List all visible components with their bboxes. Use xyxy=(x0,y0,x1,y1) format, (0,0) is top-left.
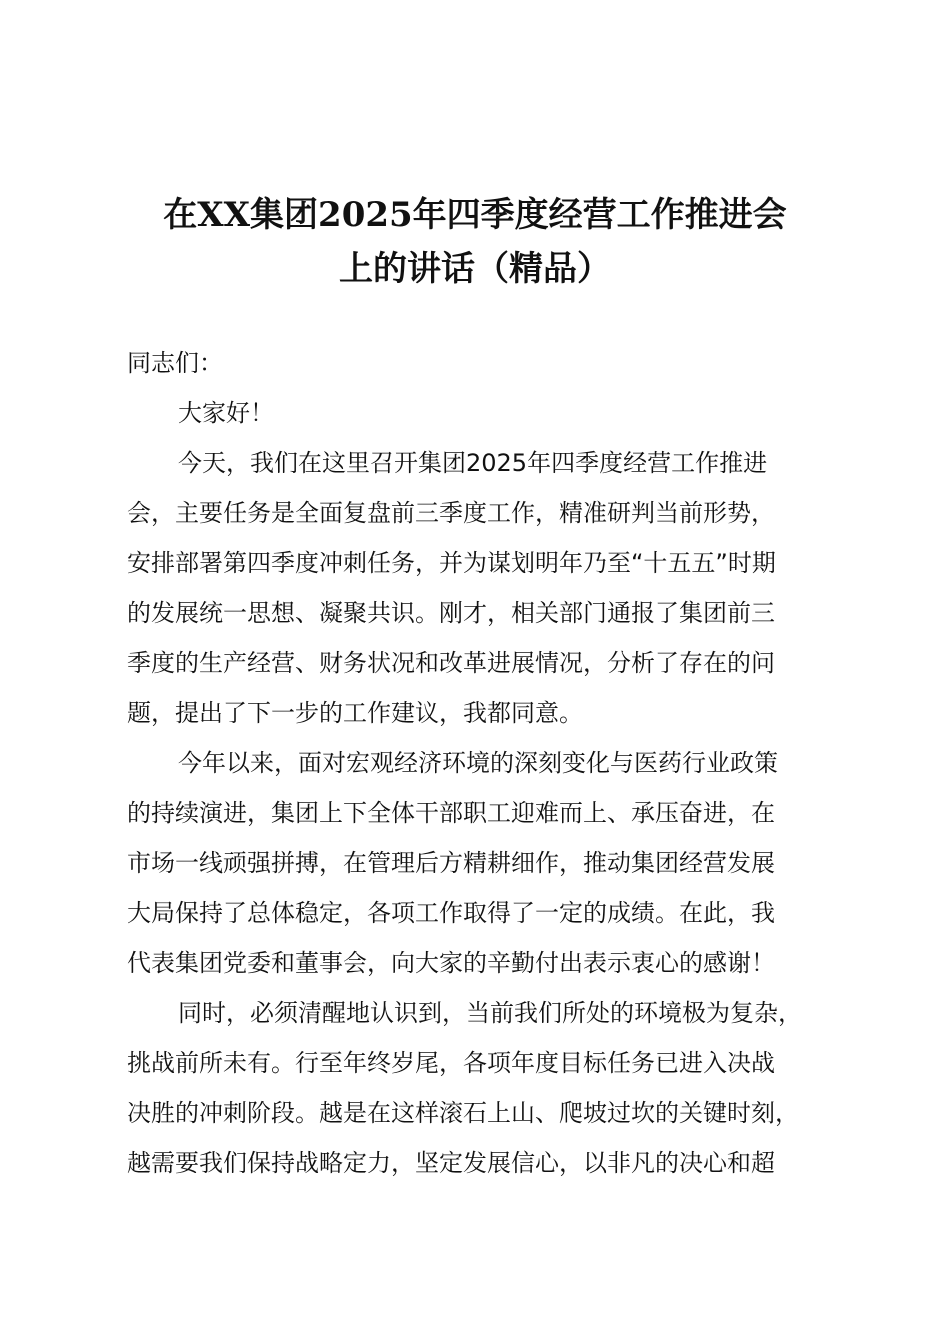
paragraph-line: 今天，我们在这里召开集团2025年四季度经营工作推进 xyxy=(178,449,768,477)
paragraph-line: 同时，必须清醒地认识到，当前我们所处的环境极为复杂， xyxy=(178,999,802,1027)
paragraph-greeting xyxy=(127,388,851,438)
paragraph-line: 大局保持了总体稳定，各项工作取得了一定的成绩。在此，我 xyxy=(127,899,775,927)
paragraph-line: 决胜的冲刺阶段。越是在这样滚石上山、爬坡过坎的关键时刻， xyxy=(127,1099,799,1127)
paragraph-line: 挑战前所未有。行至年终岁尾，各项年度目标任务已进入决战 xyxy=(127,1049,775,1077)
paragraph-line: 今年以来，面对宏观经济环境的深刻变化与医药行业政策 xyxy=(178,749,778,777)
paragraph-line: 市场一线顽强拼搏，在管理后方精耕细作，推动集团经营发展 xyxy=(127,849,775,877)
paragraph-meeting-purpose xyxy=(127,438,851,738)
paragraph-challenges xyxy=(127,988,851,1188)
title-line-1: 在XX集团2025年四季度经营工作推进会 xyxy=(163,195,787,235)
paragraph-line: 代表集团党委和董事会，向大家的辛勤付出表示衷心的感谢！ xyxy=(127,949,775,977)
salutation: 同志们： xyxy=(127,349,223,377)
paragraph-line: 季度的生产经营、财务状况和改革进展情况，分析了存在的问 xyxy=(127,649,775,677)
paragraph-line: 安排部署第四季度冲刺任务，并为谋划明年乃至“十五五”时期 xyxy=(127,549,776,577)
paragraph-line: 题，提出了下一步的工作建议，我都同意。 xyxy=(127,699,583,727)
document-title xyxy=(100,188,850,296)
paragraph-line: 会，主要任务是全面复盘前三季度工作，精准研判当前形势， xyxy=(127,499,775,527)
paragraph-line: 的发展统一思想、凝聚共识。刚才，相关部门通报了集团前三 xyxy=(127,599,775,627)
paragraph-line: 大家好！ xyxy=(178,399,274,427)
paragraph-line: 的持续演进，集团上下全体干部职工迎难而上、承压奋进，在 xyxy=(127,799,775,827)
title-line-2: 上的讲话（精品） xyxy=(339,249,611,289)
paragraph-achievements xyxy=(127,738,851,988)
document-body xyxy=(127,338,851,1188)
paragraph-line: 越需要我们保持战略定力，坚定发展信心，以非凡的决心和超 xyxy=(127,1149,775,1177)
